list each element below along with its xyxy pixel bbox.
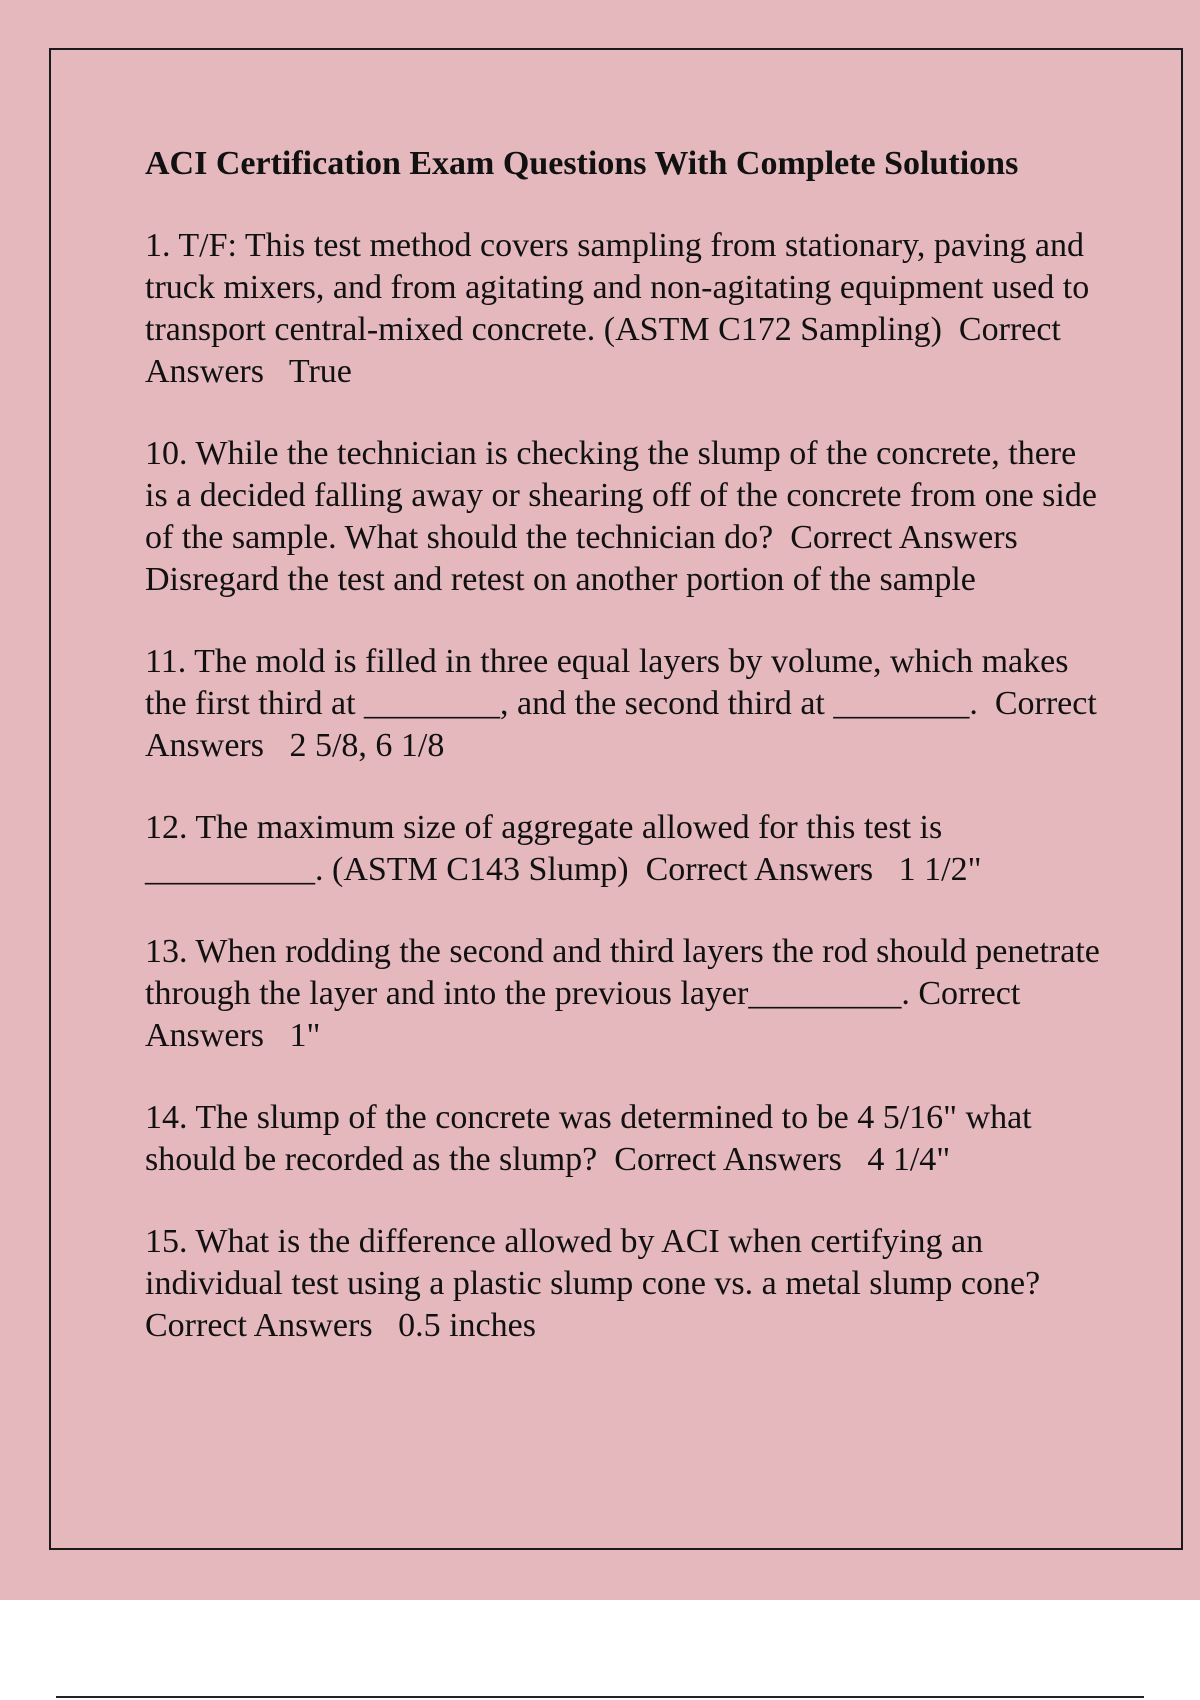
correct-answers-label: Correct Answers <box>145 1307 373 1344</box>
qa-item <box>145 433 1105 601</box>
document-body <box>145 143 1105 1387</box>
qa-item <box>145 807 1105 891</box>
qa-item <box>145 931 1105 1057</box>
answer-text: Disregard the test and retest on another portion of the sample <box>145 561 976 598</box>
correct-answers-label: Correct Answers <box>145 685 1097 764</box>
question-text: 14. The slump of the concrete was determined to be 4 5/16" what should be recorded as the slump? <box>145 1099 1032 1178</box>
answer-text: 0.5 inches <box>398 1307 536 1344</box>
question-text: 15. What is the difference allowed by ACI when certifying an individual test using a plastic slump cone vs. a metal slump cone? <box>145 1223 1041 1302</box>
answer-text: 4 1/4" <box>867 1141 951 1178</box>
question-text: 1. T/F: This test method covers sampling from stationary, paving and truck mixers, and from agitating and non-agitating equipment used to transport central-mixed concrete. (ASTM C172 Sampling) <box>145 227 1090 348</box>
correct-answers-label: Correct Answers <box>645 851 874 888</box>
correct-answers-label: Correct Answers <box>790 519 1018 556</box>
qa-item <box>145 1097 1105 1181</box>
question-text: 11. The mold is filled in three equal layers by volume, which makes the first third at ________, and the second third at ________. <box>145 643 1069 722</box>
correct-answers-label: Correct Answers <box>145 975 1021 1054</box>
question-text: 10. While the technician is checking the slump of the concrete, there is a decided falling away or shearing off of the concrete from one side of the sample. What should the technician do? <box>145 435 1097 556</box>
correct-answers-label: Correct Answers <box>614 1141 842 1178</box>
correct-answers-label: Correct Answers <box>145 311 1061 390</box>
question-text: 13. When rodding the second and third layers the rod should penetrate through the layer and into the previous layer_________. <box>145 933 1100 1012</box>
footer-divider <box>56 1696 1144 1698</box>
qa-item <box>145 225 1105 393</box>
document-title: ACI Certification Exam Questions With Complete Solutions <box>145 145 1019 182</box>
answer-text: 1 1/2" <box>898 851 982 888</box>
answer-text: True <box>288 353 352 390</box>
answer-text: 1" <box>289 1017 321 1054</box>
question-text: 12. The maximum size of aggregate allowed for this test is __________. (ASTM C143 Slump) <box>145 809 943 888</box>
qa-item <box>145 1221 1105 1347</box>
answer-text: 2 5/8, 6 1/8 <box>289 727 445 764</box>
qa-item <box>145 641 1105 767</box>
